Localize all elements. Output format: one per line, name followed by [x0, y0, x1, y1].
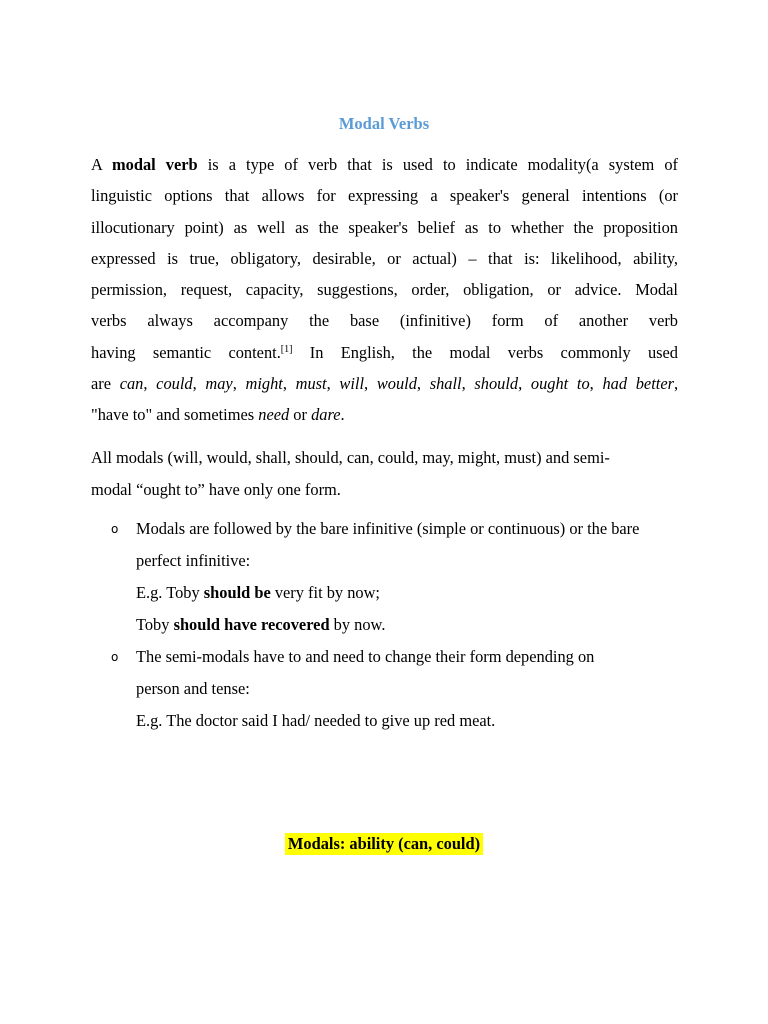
list-item-line [136, 609, 691, 641]
italic-text: might [245, 374, 283, 394]
intro-line [91, 337, 678, 368]
hollow-bullet-icon: o [111, 650, 119, 664]
text-run: , [232, 374, 246, 394]
text-run: , [461, 374, 475, 394]
bold-text: should have recovered [173, 615, 330, 634]
text-run: . [340, 405, 345, 425]
text-run: , [589, 374, 603, 394]
section-heading: Modals: ability (can, could) [285, 833, 483, 855]
italic-text: shall [429, 374, 462, 394]
rules-list [111, 513, 691, 737]
italic-text: may [205, 374, 233, 394]
text-run: perfect infinitive: [136, 551, 251, 570]
text-run: expressed is true, obligatory, desirable, or actual) – that is: likelihood, ability, [91, 248, 678, 268]
list-item-line [136, 641, 691, 673]
text-run: , [143, 374, 157, 394]
text-run: "have to" and sometimes [91, 405, 259, 425]
text-run: , [192, 374, 206, 394]
text-run: Toby [136, 615, 174, 634]
italic-text: should [474, 374, 519, 394]
intro-line [91, 212, 678, 243]
text-run: , [416, 374, 430, 394]
italic-text: ought to [530, 374, 590, 394]
italic-text: will [339, 374, 365, 394]
text-run: person and tense: [136, 679, 250, 698]
text-run: , [364, 374, 377, 394]
text-run: E.g. The doctor said I had/ needed to give up red meat. [136, 711, 496, 730]
text-run: are [91, 374, 120, 394]
footnote-reference: [1] [280, 343, 293, 355]
intro-line [91, 399, 678, 430]
list-item-line [136, 513, 691, 545]
intro-line [91, 305, 678, 336]
text-run: A [91, 155, 112, 174]
text-run: , [282, 374, 296, 394]
italic-text: need [258, 405, 290, 425]
text-run: or [289, 405, 312, 425]
intro-line [91, 368, 678, 399]
italic-text: had better [602, 374, 674, 394]
intro-paragraph [91, 149, 678, 431]
italic-text: can [119, 374, 144, 394]
text-run: Modals are followed by the bare infinitive (simple or continuous) or the bare [136, 519, 640, 538]
hollow-bullet-icon: o [111, 522, 119, 536]
intro-line [91, 243, 678, 274]
list-item [111, 513, 691, 641]
intro-line [91, 180, 678, 211]
text-run: very fit by now; [270, 583, 380, 602]
text-run: , [673, 374, 679, 394]
text-run: , [518, 374, 531, 394]
forms-paragraph [91, 442, 678, 506]
list-item-line [136, 673, 691, 705]
text-run: having semantic content. [91, 342, 281, 362]
text-run: E.g. Toby [136, 583, 204, 602]
list-item-line [136, 545, 691, 577]
list-item [111, 641, 691, 737]
forms-paragraph-line: modal “ought to” have only one form. [91, 480, 341, 499]
text-run: , [326, 374, 340, 394]
forms-paragraph-line: All modals (will, would, shall, should, can, could, may, might, must) and semi- [91, 448, 610, 467]
text-run: The semi-modals have to and need to change their form depending on [136, 647, 595, 666]
intro-line [91, 274, 678, 305]
italic-text: must [295, 374, 327, 394]
italic-text: could [156, 374, 193, 394]
bold-text: should be [203, 583, 271, 602]
text-run: linguistic options that allows for expressing a speaker's general intentions (or [91, 186, 678, 206]
list-item-line [136, 577, 691, 609]
list-item-line [136, 705, 691, 737]
text-run: permission, request, capacity, suggestions, order, obligation, or advice. Modal [91, 280, 678, 300]
text-run: by now. [329, 615, 386, 634]
text-run: is a type of verb that is used to indicate modality(a system of [197, 155, 678, 174]
italic-text: would [376, 374, 417, 394]
section-heading-wrapper [0, 833, 768, 855]
text-run: In English, the modal verbs commonly used [292, 342, 678, 362]
page-title: Modal Verbs [338, 114, 430, 133]
italic-text: dare [311, 405, 341, 425]
bold-text: modal verb [112, 155, 198, 174]
text-run: illocutionary point) as well as the speaker's belief as to whether the proposition [91, 217, 678, 237]
text-run: verbs always accompany the base (infinitive) form of another verb [91, 311, 678, 331]
intro-line [91, 149, 678, 180]
